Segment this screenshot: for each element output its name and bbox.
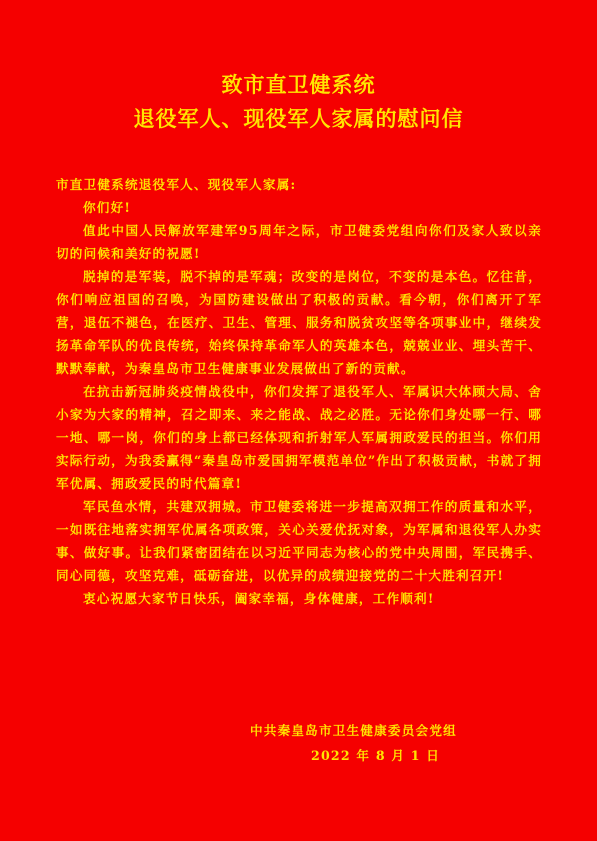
signature-organization: 中共秦皇岛市卫生健康委员会党组	[250, 723, 457, 738]
paragraph-2: 脱掉的是军装，脱不掉的是军魂；改变的是岗位，不变的是本色。忆往昔，你们响应祖国的召唤，为国防建设做出了积极的贡献。看今朝，你们离开了军营，退伍不褪色，在医疗、卫生、管理、服务和脱贫攻坚等各项事业中，继续发扬革命军队的优良传统，始终保持革命军人的英雄本色，兢兢业业、埋头苦干、默默奉献，为秦皇岛市卫生健康事业发展做出了新的贡献。	[56, 269, 542, 376]
closing-wishes: 衷心祝愿大家节日快乐，阖家幸福，身体健康，工作顺利!	[83, 591, 435, 606]
title-line-2: 退役军人、现役军人家属的慰问信	[133, 107, 464, 131]
paragraph-1: 值此中国人民解放军建军95周年之际，市卫健委党组向你们及家人致以亲切的问候和美好的祝愿!	[56, 223, 542, 261]
greeting: 你们好!	[83, 200, 132, 215]
paragraph-4: 军民鱼水情，共建双拥城。市卫健委将进一步提高双拥工作的质量和水平，一如既往地落实拥军优属各项政策，关心关爱优抚对象，为军属和退役军人办实事、做好事。让我们紧密团结在以习近平同志为核心的党中央周围，军民携手、同心同德，攻坚克难，砥砺奋进，以优异的成绩迎接党的二十大胜利召开!	[56, 499, 542, 583]
salutation: 市直卫健系统退役军人、现役军人家属:	[56, 177, 297, 192]
letter-body	[56, 173, 542, 610]
paragraph-3: 在抗击新冠肺炎疫情战役中，你们发挥了退役军人、军属识大体顾大局、舍小家为大家的精神，召之即来、来之能战、战之必胜。无论你们身处哪一行、哪一地、哪一岗，你们的身上都已经体现和折射军人军属拥政爱民的担当。你们用实际行动，为我委赢得“秦皇岛市爱国拥军模范单位”作出了积极贡献，书就了拥军优属、拥政爱民的时代篇章!	[56, 384, 542, 491]
letter-title	[0, 68, 597, 136]
title-line-1: 致市直卫健系统	[221, 73, 376, 97]
signature-date: 2022 年 8 月 1 日	[311, 748, 441, 763]
